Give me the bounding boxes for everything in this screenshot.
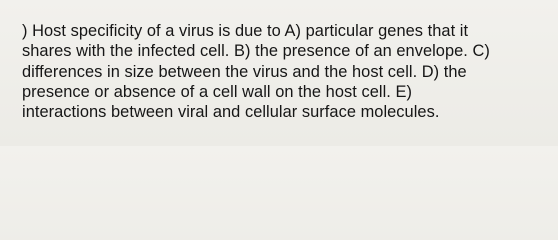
question-text	[22, 21, 550, 122]
question-line: differences in size between the virus and the host cell. D) the	[22, 62, 467, 81]
question-line: presence or absence of a cell wall on the host cell. E)	[22, 82, 412, 101]
question-line: ) Host specificity of a virus is due to A) particular genes that it	[22, 22, 469, 40]
question-line: interactions between viral and cellular surface molecules.	[22, 103, 440, 122]
question-line: shares with the infected cell. B) the presence of an envelope. C)	[22, 42, 490, 61]
